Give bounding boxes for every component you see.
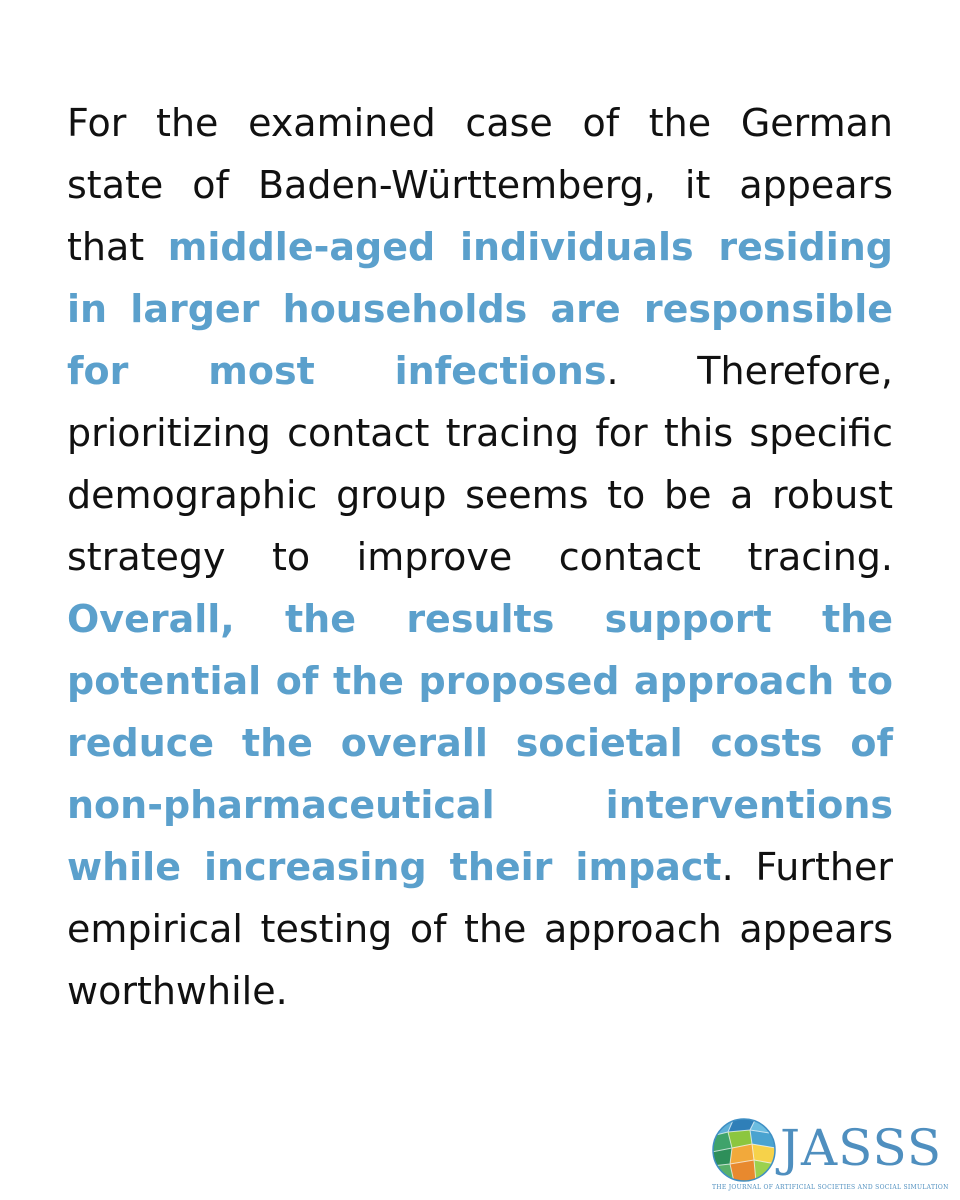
- highlight-overall-result: Overall, the results support the potential of the proposed approach to reduce the overall societal costs of non-pharmaceutical interventions while increasing their impact: [67, 597, 893, 889]
- conclusion-paragraph: [67, 92, 893, 1022]
- logo-tagline: THE JOURNAL OF ARTIFICIAL SOCIETIES AND SOCIAL SIMULATION: [712, 1184, 949, 1191]
- paragraph-text-1: For the examined case of the German state of Baden-Württemberg, it appears that: [67, 101, 893, 269]
- paragraph-text-2: . Therefore, prioritizing contact tracing for this specific demographic group seems to be a robust strategy to improve contact tracing.: [67, 349, 893, 579]
- jasss-logo: [712, 1118, 952, 1192]
- paragraph-text-3: . Further empirical testing of the approach appears worthwhile.: [67, 845, 893, 1013]
- mosaic-globe-icon: [712, 1118, 776, 1182]
- logo-wordmark: JASSS: [780, 1119, 943, 1177]
- highlight-infections-finding: middle-aged individuals residing in larger households are responsible for most infections: [67, 225, 893, 393]
